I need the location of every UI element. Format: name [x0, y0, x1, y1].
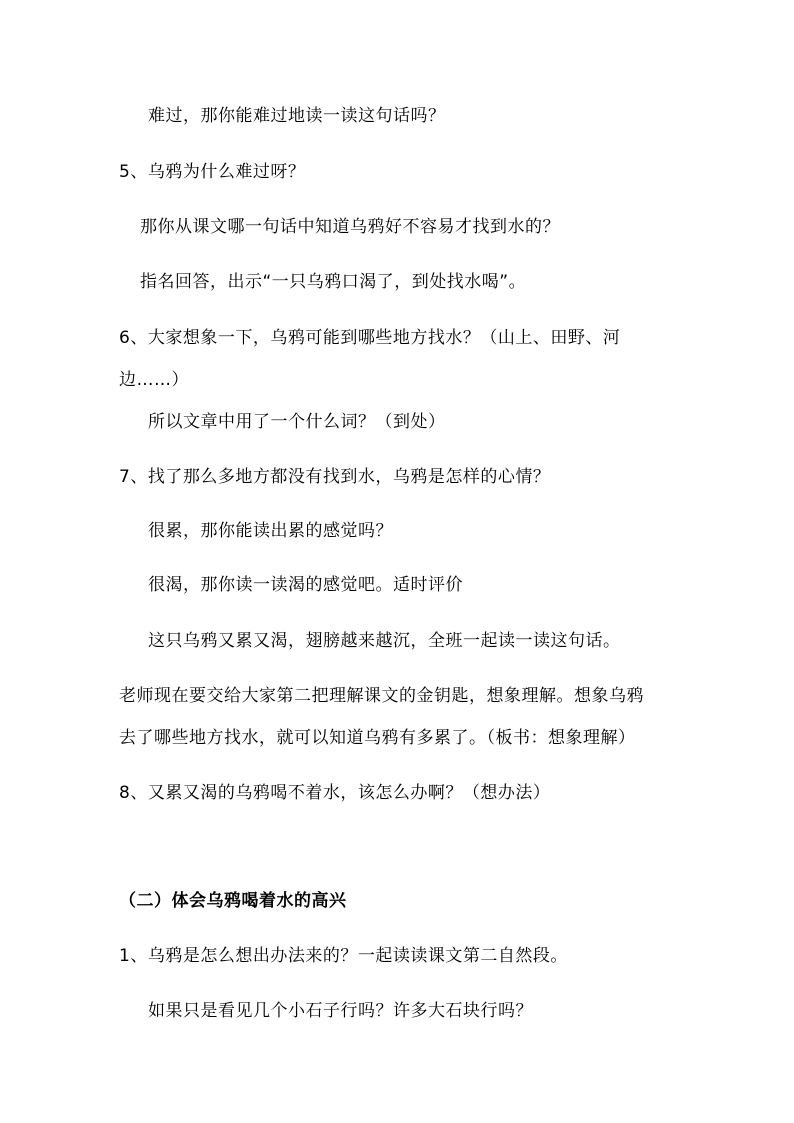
question-5: 5、乌鸦为什么难过呀？ [119, 162, 306, 182]
text-line: 那你从课文哪一句话中知道乌鸦好不容易才找到水的？ [140, 217, 560, 237]
text-line: 难过，那你能难过地读一读这句话吗？ [148, 106, 446, 126]
text-line: 所以文章中用了一个什么词？（到处） [148, 412, 446, 432]
question-6: 6、大家想象一下，乌鸦可能到哪些地方找水？（山上、田野、河 [119, 328, 621, 348]
question-1: 1、乌鸦是怎么想出办法来的？一起读读课文第二自然段。 [119, 946, 568, 966]
text-line: 指名回答，出示“一只乌鸦口渴了，到处找水喝”。 [140, 272, 527, 292]
text-line: 很累，那你能读出累的感觉吗？ [148, 521, 393, 541]
text-line: 如果只是看见几个小石子行吗？许多大石块行吗？ [148, 1001, 533, 1021]
text-line: 去了哪些地方找水，就可以知道乌鸦有多累了。（板书：想象理解） [119, 728, 636, 748]
text-line: 很渴，那你读一读渴的感觉吧。适时评价 [148, 575, 463, 595]
text-line: 老师现在要交给大家第二把理解课文的金钥匙，想象理解。想象乌鸦 [119, 686, 644, 706]
section-heading: （二）体会乌鸦喝着水的高兴 [119, 891, 347, 911]
question-7: 7、找了那么多地方都没有找到水，乌鸦是怎样的心情？ [119, 467, 551, 487]
text-line: 边……） [119, 370, 189, 390]
text-line: 这只乌鸦又累又渴，翅膀越来越沉，全班一起读一读这句话。 [148, 631, 621, 651]
question-8: 8、又累又渴的乌鸦喝不着水，该怎么办啊？（想办法） [119, 783, 551, 803]
